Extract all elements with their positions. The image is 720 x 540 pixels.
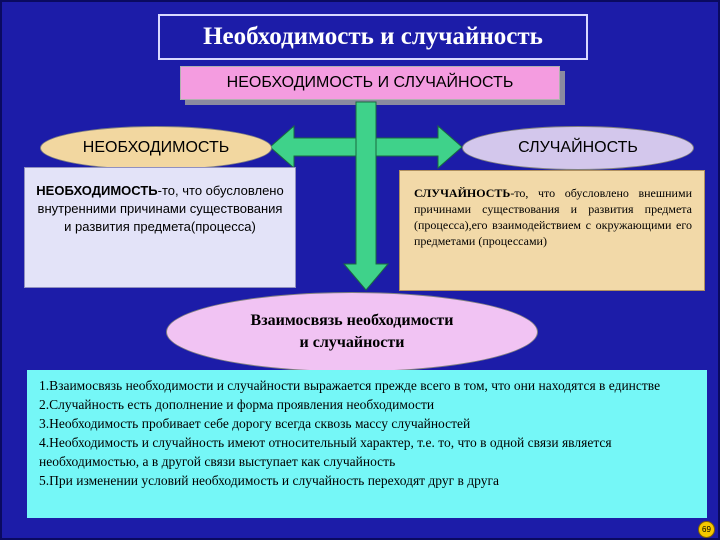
list-item: 1.Взаимосвязь необходимости и случайности выражается прежде всего в том, что они находятся в единстве xyxy=(39,378,661,393)
points-list xyxy=(27,370,707,518)
interrelation-ellipse xyxy=(166,292,538,372)
necessity-term: НЕОБХОДИМОСТЬ xyxy=(36,183,158,198)
slide-title: Необходимость и случайность xyxy=(158,14,588,60)
chance-ellipse: СЛУЧАЙНОСТЬ xyxy=(462,126,694,170)
chance-term: СЛУЧАЙНОСТЬ xyxy=(414,186,511,200)
page-number-badge: 69 xyxy=(698,521,715,538)
necessity-ellipse: НЕОБХОДИМОСТЬ xyxy=(40,126,272,170)
list-item: 5.При изменении условий необходимость и случайность переходят друг в друга xyxy=(39,473,500,488)
necessity-definition xyxy=(24,167,296,288)
list-item: 3.Необходимость пробивает себе дорогу всегда сквозь массу случайностей xyxy=(39,416,471,431)
interrelation-line-1: Взаимосвязь необходимости xyxy=(250,312,454,329)
necessity-definition-text: -то, что обусловлено внутренними причинами существования и развития предмета(процесса) xyxy=(37,183,284,234)
chance-definition xyxy=(399,170,705,291)
subtitle-box: НЕОБХОДИМОСТЬ И СЛУЧАЙНОСТЬ xyxy=(180,66,560,100)
interrelation-line-2: и случайности xyxy=(299,334,405,351)
list-item: 4.Необходимость и случайность имеют относительный характер, т.е. то, что в одной связи является необходимостью, а в другой связи выступает как случайность xyxy=(39,435,612,469)
list-item: 2.Случайность есть дополнение и форма проявления необходимости xyxy=(39,397,435,412)
vertical-down-arrow xyxy=(344,102,388,290)
chance-definition-text: -то, что обусловлено внешними причинами существования и развития предмета (процесса),его взаимодействием с окружающими его предметами (процессами) xyxy=(414,186,692,248)
